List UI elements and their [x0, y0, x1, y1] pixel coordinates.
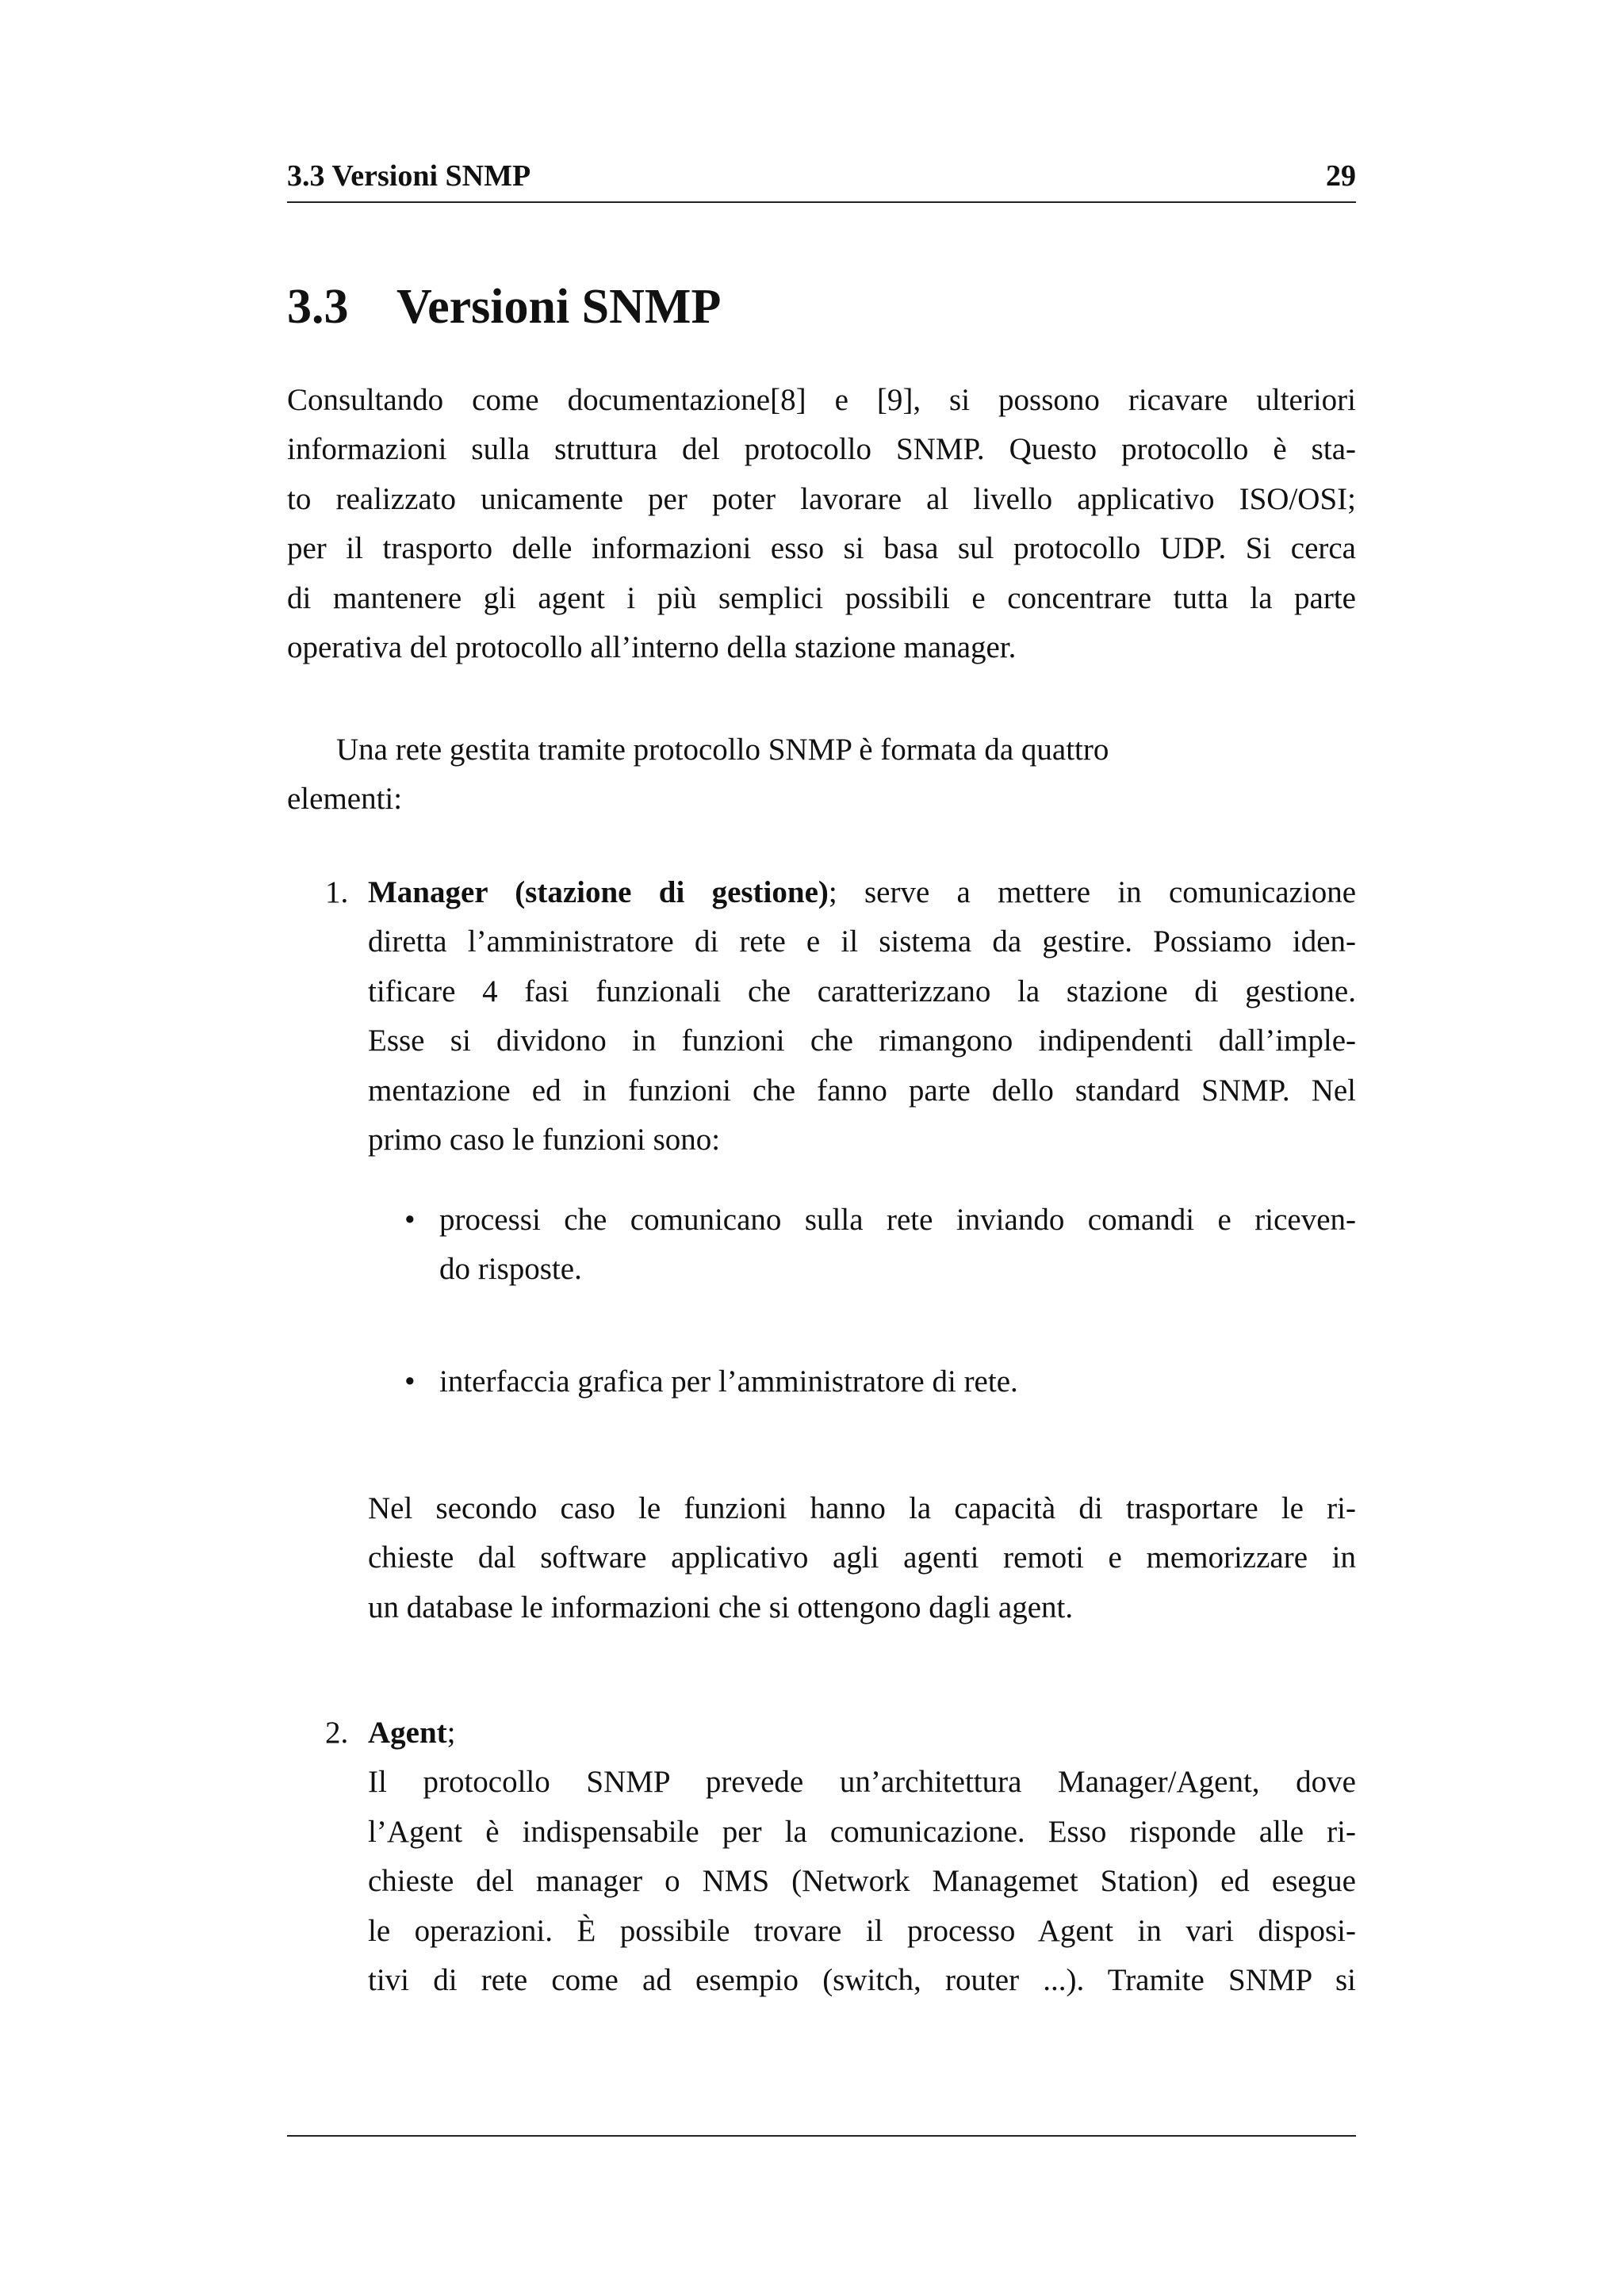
text-line: primo caso le funzioni sono:: [368, 1123, 721, 1158]
text-line: [368, 868, 1356, 917]
text-line: Consultando come documentazione[8] e [9], si possono ricavare ulteriori: [287, 383, 1356, 417]
text-line: chieste dal software applicativo agli agenti remoti e memorizzare in: [368, 1540, 1356, 1575]
text-line: to realizzato unicamente per poter lavorare al livello applicativo ISO/OSI;: [287, 481, 1356, 516]
text-line: [368, 1709, 1356, 1758]
item-label: Agent: [368, 1716, 447, 1750]
text-line: elementi:: [287, 782, 403, 817]
text-line: Nel secondo caso le funzioni hanno la capacità di trasportare le ri-: [368, 1491, 1356, 1525]
list-marker: 2.: [325, 1716, 349, 1750]
text-line: per il trasporto delle informazioni esso si basa sul protocollo UDP. Si cerca: [287, 531, 1356, 566]
bullet-icon: •: [404, 1364, 416, 1399]
bullet-text: [439, 1196, 1356, 1295]
closing-paragraph: [368, 1484, 1356, 1632]
text-line: Esse si dividono in funzioni che rimangono indipendenti dall’imple-: [368, 1024, 1356, 1058]
text-line: di mantenere gli agent i più semplici possibili e concentrare tutta la parte: [287, 580, 1356, 615]
list-marker: 1.: [325, 875, 349, 909]
text-line: diretta l’amministratore di rete e il sistema da gestire. Possiamo iden-: [368, 924, 1356, 959]
item-label-suffix: ; serve a mettere in comunicazione: [828, 875, 1356, 909]
text-line: un database le informazioni che si ottengono dagli agent.: [368, 1590, 1074, 1624]
text-line: processi che comunicano sulla rete inviando comandi e riceven-: [439, 1203, 1356, 1237]
text-line: tificare 4 fasi funzionali che caratterizzano la stazione di gestione.: [368, 974, 1356, 1008]
footer-rule: [287, 2135, 1356, 2137]
text-line: interfaccia grafica per l’amministratore di rete.: [439, 1364, 1018, 1399]
list-item-body: [368, 868, 1356, 1165]
text-line: tivi di rete come ad esempio (switch, router ...). Tramite SNMP si: [368, 1963, 1356, 1998]
section-title: Versioni SNMP: [396, 280, 722, 334]
text-line: mentazione ed in funzioni che fanno parte dello standard SNMP. Nel: [368, 1073, 1356, 1108]
document-page: [287, 0, 1356, 2296]
text-line: l’Agent è indispensabile per la comunicazione. Esso risponde alle ri-: [368, 1814, 1356, 1849]
text-line-content: Una rete gestita tramite protocollo SNMP è formata da quattro: [336, 733, 1109, 767]
item-label-suffix: ;: [446, 1716, 456, 1750]
section-number: 3.3: [287, 280, 349, 334]
elements-paragraph: [287, 725, 1356, 825]
text-line: operativa del protocollo all’interno della stazione manager.: [287, 630, 1017, 665]
running-title: 3.3 Versioni SNMP: [287, 159, 531, 193]
running-header: [287, 159, 1356, 203]
intro-paragraph: [287, 376, 1356, 672]
bullet-icon: •: [404, 1203, 416, 1237]
page-number: 29: [1326, 159, 1356, 193]
text-line: Il protocollo SNMP prevede un’architettura Manager/Agent, dove: [368, 1765, 1356, 1800]
text-line: do risposte.: [439, 1252, 582, 1287]
list-item-body: [368, 1709, 1356, 2005]
text-line: chieste del manager o NMS (Network Managemet Station) ed esegue: [368, 1864, 1356, 1899]
text-line: [287, 725, 1356, 775]
section-heading: [287, 279, 721, 335]
item-label: Manager (stazione di gestione): [368, 875, 829, 909]
text-line: le operazioni. È possibile trovare il processo Agent in vari disposi-: [368, 1913, 1356, 1948]
text-line: informazioni sulla struttura del protocollo SNMP. Questo protocollo è sta-: [287, 432, 1356, 467]
bullet-text: [439, 1357, 1356, 1406]
